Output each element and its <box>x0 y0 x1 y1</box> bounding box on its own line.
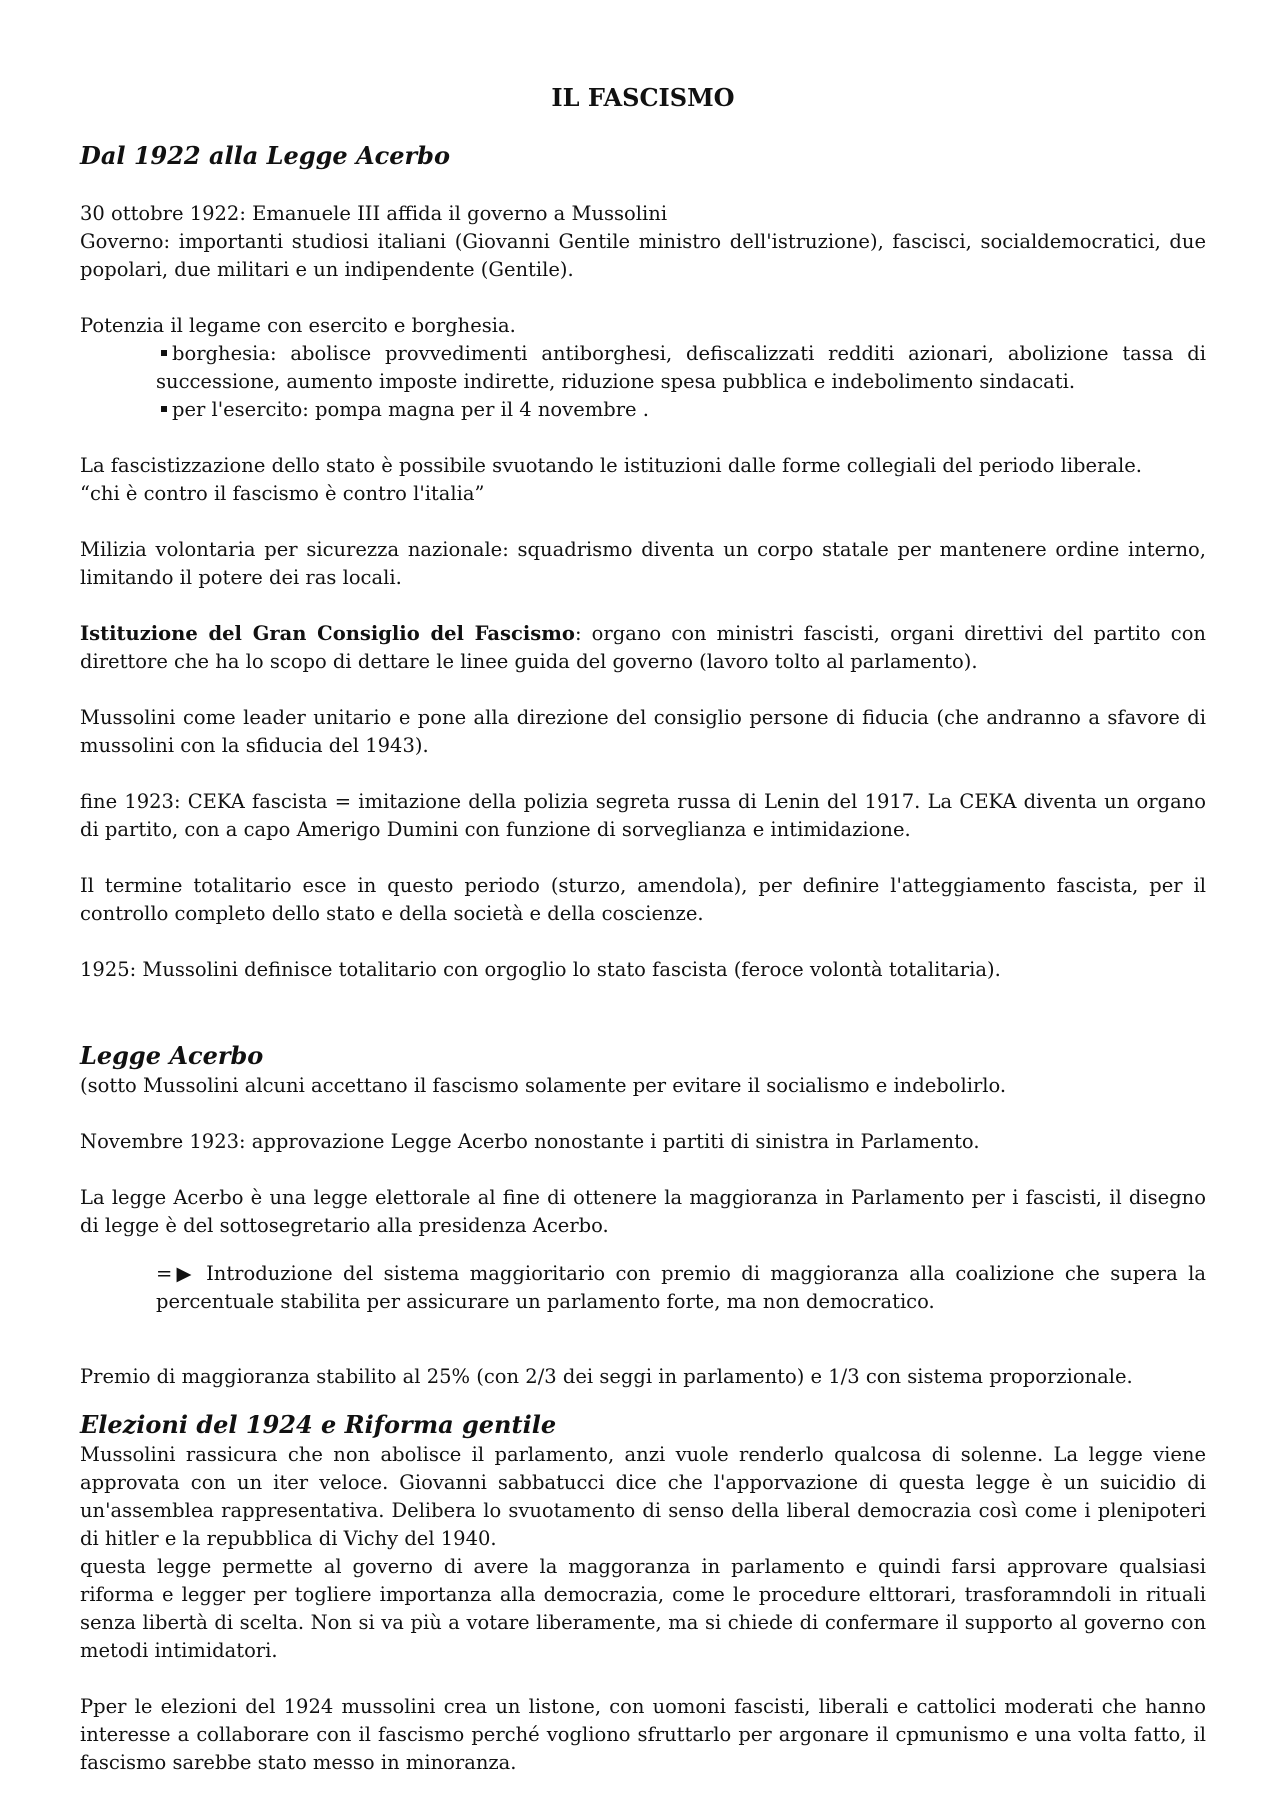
paragraph: questa legge permette al governo di avere la maggoranza in parlamento e quindi farsi approvare qualsiasi riforma e legger per togliere importanza alla democrazia, come le procedure elttorari, trasforamndoli in rituali senza libertà di scelta. Non si va più a votare liberamente, ma si chiede di confermare il supporto al governo con metodi intimidatori. <box>80 1555 1206 1662</box>
arrow-point: =▶ Introduzione del sistema maggioritario con premio di maggioranza alla coalizione che supera la percentuale stabilita per assicurare un parlamento forte, ma non democratico. <box>156 1261 1206 1313</box>
paragraph: Potenzia il legame con esercito e borghesia. <box>80 314 516 337</box>
paragraph: 1925: Mussolini definisce totalitario con orgoglio lo stato fascista (feroce volontà totalitaria). <box>80 958 1001 981</box>
list-item: per l'esercito: pompa magna per il 4 novembre . <box>156 396 1206 424</box>
paragraph: Pper le elezioni del 1924 mussolini crea un listone, con uomoni fascisti, liberali e cattolici moderati che hanno interesse a collaborare con il fascismo perché vogliono sfruttarlo per argonare il cpmunismo e una volta fatto, il fascismo sarebbe stato messo in minoranza. <box>80 1695 1206 1774</box>
paragraph: (sotto Mussolini alcuni accettano il fascismo solamente per evitare il socialismo e indebolirlo. <box>80 1074 1007 1097</box>
list-item: borghesia: abolisce provvedimenti antiborghesi, defiscalizzati redditi azionari, abolizione tassa di successione, aumento imposte indirette, riduzione spesa pubblica e indebolimento sindacati. <box>156 342 1206 393</box>
paragraph: fine 1923: CEKA fascista = imitazione della polizia segreta russa di Lenin del 1917. La CEKA diventa un organo di partito, con a capo Amerigo Dumini con funzione di sorveglianza e intimidazione. <box>80 790 1206 841</box>
bold-term: Istituzione del Gran Consiglio del Fascismo <box>80 622 575 645</box>
document-page <box>80 70 1206 1777</box>
section-heading-3: Elezioni del 1924 e Riforma gentile <box>80 1410 557 1439</box>
section-heading-1: Dal 1922 alla Legge Acerbo <box>80 141 450 170</box>
bullet-list <box>156 340 1206 424</box>
paragraph: Istituzione del Gran Consiglio del Fascismo: organo con ministri fascisti, organi direttivi del partito con direttore che ha lo scopo di dettare le linee guida del governo (lavoro tolto al parlamento). <box>80 622 1206 673</box>
arrow-icon: =▶ <box>156 1261 196 1285</box>
paragraph: Novembre 1923: approvazione Legge Acerbo nonostante i partiti di sinistra in Parlamento. <box>80 1130 980 1153</box>
paragraph: La legge Acerbo è una legge elettorale al fine di ottenere la maggioranza in Parlamento per i fascisti, il disegno di legge è del sottosegretario alla presidenza Acerbo. <box>80 1186 1206 1237</box>
bullet-square-icon <box>161 406 167 412</box>
paragraph: Premio di maggioranza stabilito al 25% (con 2/3 dei seggi in parlamento) e 1/3 con sistema proporzionale. <box>80 1365 1133 1388</box>
paragraph: 30 ottobre 1922: Emanuele III affida il governo a Mussolini <box>80 202 668 225</box>
paragraph: Milizia volontaria per sicurezza nazionale: squadrismo diventa un corpo statale per mantenere ordine interno, limitando il potere dei ras locali. <box>80 538 1206 589</box>
paragraph: La fascistizzazione dello stato è possibile svuotando le istituzioni dalle forme collegiali del periodo liberale. <box>80 454 1142 477</box>
paragraph: Governo: importanti studiosi italiani (Giovanni Gentile ministro dell'istruzione), fascisci, socialdemocratici, due popolari, due militari e un indipendente (Gentile). <box>80 230 1206 281</box>
paragraph: Mussolini rassicura che non abolisce il parlamento, anzi vuole renderlo qualcosa di solenne. La legge viene approvata con un iter veloce. Giovanni sabbatucci dice che l'apporvazione di questa legge è un suicidio di un'assemblea rappresentativa. Delibera lo svuotamento di senso della liberal democrazia così come i plenipoteri di hitler e la repubblica di Vichy del 1940. <box>80 1443 1206 1550</box>
paragraph: Mussolini come leader unitario e pone alla direzione del consiglio persone di fiducia (che andranno a sfavore di mussolini con la sfiducia del 1943). <box>80 706 1206 757</box>
document-title: IL FASCISMO <box>551 83 735 112</box>
section-heading-2: Legge Acerbo <box>80 1041 264 1070</box>
quote: “chi è contro il fascismo è contro l'italia” <box>80 482 485 505</box>
bullet-square-icon <box>161 350 167 356</box>
paragraph: Il termine totalitario esce in questo periodo (sturzo, amendola), per definire l'atteggiamento fascista, per il controllo completo dello stato e della società e della coscienze. <box>80 874 1206 925</box>
